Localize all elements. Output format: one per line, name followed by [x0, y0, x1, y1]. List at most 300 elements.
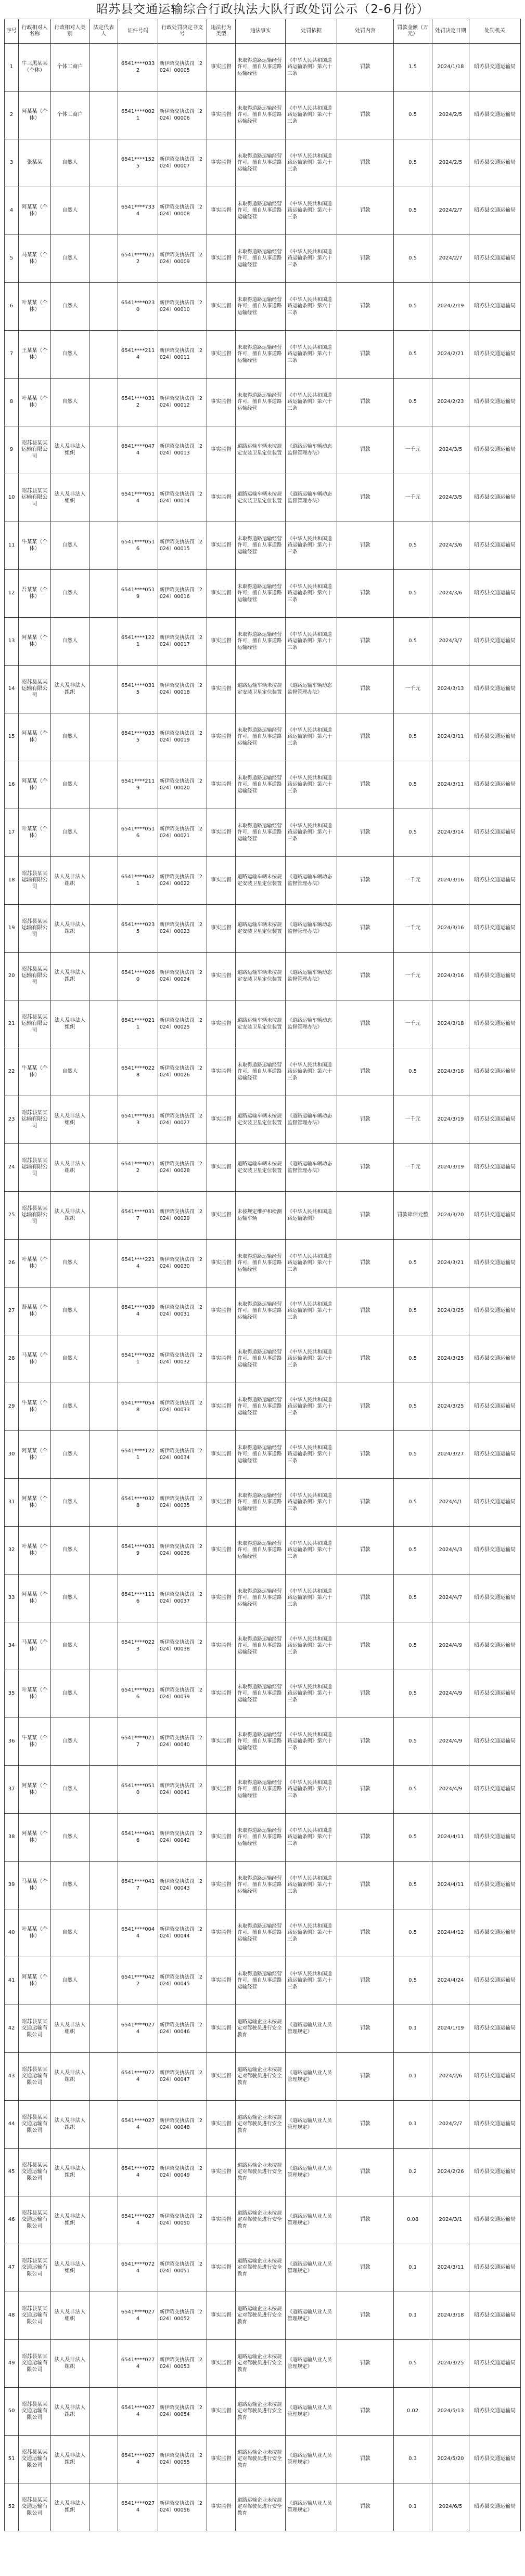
cell-basis: 《道路运输车辆动态监督管理办法》: [286, 474, 337, 522]
cell-date: 2024/4/12: [432, 1909, 469, 1957]
cell-authority: 昭苏县交通运输局: [469, 1096, 521, 1144]
cell-legal-rep: [89, 1431, 118, 1479]
cell-amount: 0.5: [393, 379, 432, 426]
cell-no: 31: [5, 1479, 19, 1527]
cell-basis: 《中华人民共和国道路运输条例》第六十三条: [286, 761, 337, 809]
cell-id-number: 6541****0021: [118, 92, 158, 139]
cell-violation-type: 事实监督: [207, 1670, 236, 1718]
cell-authority: 昭苏县交通运输局: [469, 92, 521, 139]
cell-authority: 昭苏县交通运输局: [469, 1383, 521, 1431]
cell-date: 2024/3/18: [432, 1000, 469, 1048]
cell-amount: 0.5: [393, 1479, 432, 1527]
cell-party-name: 昭苏县某某交通运输有限公司: [19, 2340, 51, 2388]
cell-legal-rep: [89, 809, 118, 857]
cell-legal-rep: [89, 2101, 118, 2149]
table-row: [5, 2292, 521, 2340]
cell-party-name: 昭苏县某某交通运输有限公司: [19, 2436, 51, 2483]
cell-content: 罚款: [337, 1431, 394, 1479]
cell-legal-rep: [89, 522, 118, 570]
cell-party-category: 自然人: [50, 283, 89, 331]
table-row: [5, 857, 521, 905]
cell-violation-fact: 未取得道路运输经营许可，擅自从事道路运输经营: [236, 570, 286, 618]
cell-id-number: 6541****1525: [118, 139, 158, 187]
cell-violation-fact: 未取得道路运输经营许可，擅自从事道路运输经营: [236, 761, 286, 809]
cell-basis: 《中华人民共和国道路运输条例》第六十三条: [286, 1431, 337, 1479]
cell-violation-type: 事实监督: [207, 857, 236, 905]
cell-id-number: 6541****0417: [118, 1862, 158, 1909]
cell-amount: 一千元: [393, 1096, 432, 1144]
cell-violation-type: 事实监督: [207, 905, 236, 953]
cell-amount: 0.5: [393, 761, 432, 809]
cell-amount: 0.5: [393, 1814, 432, 1862]
cell-violation-fact: 未取得道路运输经营许可，擅自从事道路运输经营: [236, 1048, 286, 1096]
table-row: [5, 1766, 521, 1814]
cell-basis: 《中华人民共和国道路运输条例》第六十三条: [286, 1909, 337, 1957]
cell-date: 2024/3/11: [432, 2244, 469, 2292]
cell-amount: 一千元: [393, 426, 432, 474]
cell-basis: 《中华人民共和国道路运输条例》第六十三条: [286, 1622, 337, 1670]
cell-party-name: 马某某（个体）: [19, 1335, 51, 1383]
cell-basis: 《中华人民共和国道路运输条例》第六十三条: [286, 570, 337, 618]
cell-violation-fact: 未取得道路运输经营许可，擅自从事道路运输经营: [236, 1287, 286, 1335]
cell-content: 罚款: [337, 905, 394, 953]
cell-violation-fact: 未取得道路运输经营许可，擅自从事道路运输经营: [236, 1240, 286, 1287]
cell-id-number: 6541****0312: [118, 379, 158, 426]
cell-violation-type: 事实监督: [207, 1909, 236, 1957]
cell-party-name: 王某某（个体）: [19, 331, 51, 379]
header-violation-type: 违法行为类型: [207, 19, 236, 44]
cell-amount: 0.5: [393, 1766, 432, 1814]
cell-id-number: 6541****0313: [118, 1096, 158, 1144]
cell-party-category: 法人及非法人组织: [50, 1192, 89, 1240]
cell-authority: 昭苏县交通运输局: [469, 139, 521, 187]
cell-amount: 0.5: [393, 1575, 432, 1622]
cell-legal-rep: [89, 1240, 118, 1287]
cell-party-category: 法人及非法人组织: [50, 905, 89, 953]
cell-date: 2024/3/18: [432, 1048, 469, 1096]
table-row: [5, 2436, 521, 2483]
cell-violation-type: 事实监督: [207, 1766, 236, 1814]
cell-party-name: 昭苏县某某运输有限公司: [19, 426, 51, 474]
cell-legal-rep: [89, 2340, 118, 2388]
cell-basis: 《中华人民共和国道路运输条例》第六十三条: [286, 1383, 337, 1431]
cell-date: 2024/3/25: [432, 1383, 469, 1431]
cell-decision-number: 新伊昭交执法罚〔2024〕00023: [158, 905, 207, 953]
cell-no: 2: [5, 92, 19, 139]
cell-violation-fact: 未取得道路运输经营许可，擅自从事道路运输经营: [236, 139, 286, 187]
cell-no: 34: [5, 1622, 19, 1670]
cell-basis: 《道路运输车辆动态监督管理办法》: [286, 1096, 337, 1144]
cell-authority: 昭苏县交通运输局: [469, 1048, 521, 1096]
cell-date: 2024/3/19: [432, 1144, 469, 1192]
cell-decision-number: 新伊昭交执法罚〔2024〕00042: [158, 1814, 207, 1862]
cell-decision-number: 新伊昭交执法罚〔2024〕00047: [158, 2053, 207, 2101]
cell-legal-rep: [89, 761, 118, 809]
cell-date: 2024/4/3: [432, 1527, 469, 1575]
cell-amount: 0.5: [393, 1862, 432, 1909]
cell-no: 45: [5, 2149, 19, 2196]
cell-basis: 《道路运输从业人员管理规定》: [286, 2436, 337, 2483]
table-row: [5, 283, 521, 331]
cell-party-name: 叶某某（个体）: [19, 809, 51, 857]
cell-violation-type: 事实监督: [207, 1431, 236, 1479]
cell-decision-number: 新伊昭交执法罚〔2024〕00016: [158, 570, 207, 618]
cell-no: 18: [5, 857, 19, 905]
cell-date: 2024/3/6: [432, 570, 469, 618]
table-row: [5, 2196, 521, 2244]
cell-decision-number: 新伊昭交执法罚〔2024〕00006: [158, 92, 207, 139]
cell-date: 2024/3/16: [432, 953, 469, 1000]
cell-content: 罚款: [337, 92, 394, 139]
cell-no: 36: [5, 1718, 19, 1766]
cell-date: 2024/2/7: [432, 2101, 469, 2149]
cell-date: 2024/4/9: [432, 1622, 469, 1670]
cell-party-name: 叶某某（个体）: [19, 1909, 51, 1957]
table-row: [5, 1575, 521, 1622]
cell-authority: 昭苏县交通运输局: [469, 1575, 521, 1622]
cell-violation-type: 事实监督: [207, 570, 236, 618]
cell-no: 26: [5, 1240, 19, 1287]
cell-date: 2024/3/19: [432, 1096, 469, 1144]
cell-party-category: 法人及非法人组织: [50, 1000, 89, 1048]
cell-party-name: 昭苏县某某交通运输有限公司: [19, 2244, 51, 2292]
cell-party-name: 昭苏县某某交通运输有限公司: [19, 2149, 51, 2196]
cell-party-category: 自然人: [50, 1718, 89, 1766]
cell-violation-fact: 未取得道路运输经营许可，擅自从事道路运输经营: [236, 331, 286, 379]
cell-violation-fact: 未取得道路运输经营许可，擅自从事道路运输经营: [236, 1957, 286, 2005]
cell-legal-rep: [89, 618, 118, 666]
cell-no: 47: [5, 2244, 19, 2292]
cell-content: 罚款: [337, 857, 394, 905]
cell-violation-fact: 未取得道路运输经营许可，擅自从事道路运输经营: [236, 809, 286, 857]
cell-authority: 昭苏县交通运输局: [469, 2196, 521, 2244]
cell-legal-rep: [89, 1718, 118, 1766]
cell-violation-fact: 未取得道路运输经营许可，擅自从事道路运输经营: [236, 1383, 286, 1431]
cell-content: 罚款: [337, 809, 394, 857]
cell-date: 2024/3/27: [432, 1431, 469, 1479]
table-row: [5, 666, 521, 713]
cell-authority: 昭苏县交通运输局: [469, 1000, 521, 1048]
cell-date: 2024/3/1: [432, 2196, 469, 2244]
cell-id-number: 6541****0394: [118, 1287, 158, 1335]
cell-id-number: 6541****0228: [118, 1048, 158, 1096]
cell-legal-rep: [89, 139, 118, 187]
cell-violation-fact: 未取得道路运输经营许可，擅自从事道路运输经营: [236, 618, 286, 666]
cell-violation-fact: 道路运输企业未按规定对驾驶员进行安全教育: [236, 2340, 286, 2388]
cell-legal-rep: [89, 2483, 118, 2531]
cell-legal-rep: [89, 2149, 118, 2196]
cell-decision-number: 新伊昭交执法罚〔2024〕00046: [158, 2005, 207, 2053]
cell-date: 2024/2/23: [432, 379, 469, 426]
cell-date: 2024/3/16: [432, 905, 469, 953]
cell-violation-fact: 道路运输企业未按规定对驾驶员进行安全教育: [236, 2101, 286, 2149]
table-row: [5, 1383, 521, 1431]
cell-party-category: 自然人: [50, 1479, 89, 1527]
cell-date: 2024/3/21: [432, 1240, 469, 1287]
table-row: [5, 1527, 521, 1575]
cell-party-category: 自然人: [50, 1527, 89, 1575]
cell-basis: 《中华人民共和国道路运输条例》第六十三条: [286, 1240, 337, 1287]
cell-no: 23: [5, 1096, 19, 1144]
cell-party-name: 昭苏县某某交通运输有限公司: [19, 2388, 51, 2436]
cell-id-number: 6541****0422: [118, 1957, 158, 2005]
cell-authority: 昭苏县交通运输局: [469, 2005, 521, 2053]
cell-decision-number: 新伊昭交执法罚〔2024〕00026: [158, 1048, 207, 1096]
cell-violation-type: 事实监督: [207, 761, 236, 809]
cell-violation-type: 事实监督: [207, 618, 236, 666]
cell-violation-type: 事实监督: [207, 1814, 236, 1862]
table-row: [5, 92, 521, 139]
cell-no: 28: [5, 1335, 19, 1383]
cell-legal-rep: [89, 1335, 118, 1383]
cell-no: 19: [5, 905, 19, 953]
cell-date: 2024/4/9: [432, 1670, 469, 1718]
cell-decision-number: 新伊昭交执法罚〔2024〕00055: [158, 2436, 207, 2483]
cell-decision-number: 新伊昭交执法罚〔2024〕00029: [158, 1192, 207, 1240]
cell-date: 2024/3/13: [432, 666, 469, 713]
table-row: [5, 2388, 521, 2436]
cell-legal-rep: [89, 1957, 118, 2005]
table-row: [5, 235, 521, 283]
cell-decision-number: 新伊昭交执法罚〔2024〕00014: [158, 474, 207, 522]
cell-basis: 《道路运输从业人员管理规定》: [286, 2053, 337, 2101]
cell-violation-type: 事实监督: [207, 1048, 236, 1096]
cell-violation-fact: 道路运输企业未按规定对驾驶员进行安全教育: [236, 2149, 286, 2196]
cell-party-category: 法人及非法人组织: [50, 2436, 89, 2483]
cell-decision-number: 新伊昭交执法罚〔2024〕00025: [158, 1000, 207, 1048]
cell-party-name: 阿某某（个体）: [19, 618, 51, 666]
cell-authority: 昭苏县交通运输局: [469, 1814, 521, 1862]
cell-decision-number: 新伊昭交执法罚〔2024〕00045: [158, 1957, 207, 2005]
header-party-name: 行政相对人名称: [19, 19, 51, 44]
header-content: 处罚内容: [337, 19, 394, 44]
cell-legal-rep: [89, 1670, 118, 1718]
cell-violation-type: 事实监督: [207, 1575, 236, 1622]
cell-violation-type: 事实监督: [207, 2483, 236, 2531]
cell-amount: 一千元: [393, 474, 432, 522]
cell-decision-number: 新伊昭交执法罚〔2024〕00036: [158, 1527, 207, 1575]
cell-amount: 0.5: [393, 1527, 432, 1575]
cell-party-category: 法人及非法人组织: [50, 2005, 89, 2053]
cell-id-number: 6541****0212: [118, 235, 158, 283]
cell-date: 2024/4/24: [432, 1957, 469, 2005]
cell-violation-type: 事实监督: [207, 2292, 236, 2340]
cell-legal-rep: [89, 570, 118, 618]
cell-id-number: 6541****0474: [118, 426, 158, 474]
cell-date: 2024/4/1: [432, 1479, 469, 1527]
cell-decision-number: 新伊昭交执法罚〔2024〕00027: [158, 1096, 207, 1144]
cell-content: 罚款: [337, 1096, 394, 1144]
table-row: [5, 2244, 521, 2292]
cell-date: 2024/3/16: [432, 857, 469, 905]
cell-authority: 昭苏县交通运输局: [469, 666, 521, 713]
cell-basis: 《中华人民共和国道路运输条例》: [286, 1192, 337, 1240]
cell-id-number: 6541****7334: [118, 187, 158, 235]
cell-decision-number: 新伊昭交执法罚〔2024〕00019: [158, 713, 207, 761]
cell-content: 罚款: [337, 2196, 394, 2244]
cell-content: 罚款: [337, 283, 394, 331]
cell-amount: 一千元: [393, 1000, 432, 1048]
cell-id-number: 6541****0315: [118, 666, 158, 713]
cell-content: 罚款: [337, 2436, 394, 2483]
header-no: 序号: [5, 19, 19, 44]
cell-no: 12: [5, 570, 19, 618]
cell-decision-number: 新伊昭交执法罚〔2024〕00034: [158, 1431, 207, 1479]
cell-party-name: 吾某某（个体）: [19, 1287, 51, 1335]
cell-content: 罚款: [337, 1479, 394, 1527]
cell-content: 罚款: [337, 1862, 394, 1909]
cell-decision-number: 新伊昭交执法罚〔2024〕00048: [158, 2101, 207, 2149]
cell-amount: 0.5: [393, 1431, 432, 1479]
cell-amount: 0.5: [393, 2340, 432, 2388]
cell-content: 罚款: [337, 139, 394, 187]
table-row: [5, 2149, 521, 2196]
cell-violation-type: 事实监督: [207, 2244, 236, 2292]
cell-no: 41: [5, 1957, 19, 2005]
cell-violation-fact: 道路运输车辆未按规定安装卫星定位装置: [236, 1144, 286, 1192]
cell-party-category: 自然人: [50, 1335, 89, 1383]
cell-party-name: 阿某某（个体）: [19, 187, 51, 235]
cell-id-number: 6541****0260: [118, 953, 158, 1000]
cell-content: 罚款: [337, 1718, 394, 1766]
cell-authority: 昭苏县交通运输局: [469, 1957, 521, 2005]
cell-basis: 《中华人民共和国道路运输条例》第六十三条: [286, 1766, 337, 1814]
cell-id-number: 6541****0217: [118, 1718, 158, 1766]
cell-party-category: 自然人: [50, 139, 89, 187]
cell-party-name: 昭苏县某某交通运输有限公司: [19, 2005, 51, 2053]
cell-decision-number: 新伊昭交执法罚〔2024〕00008: [158, 187, 207, 235]
cell-date: 2024/4/11: [432, 1862, 469, 1909]
cell-legal-rep: [89, 2388, 118, 2436]
cell-decision-number: 新伊昭交执法罚〔2024〕00028: [158, 1144, 207, 1192]
cell-date: 2024/2/26: [432, 2149, 469, 2196]
cell-amount: 0.5: [393, 570, 432, 618]
cell-content: 罚款: [337, 2053, 394, 2101]
cell-violation-type: 事实监督: [207, 44, 236, 92]
cell-decision-number: 新伊昭交执法罚〔2024〕00038: [158, 1622, 207, 1670]
cell-id-number: 6541****0211: [118, 1000, 158, 1048]
cell-decision-number: 新伊昭交执法罚〔2024〕00044: [158, 1909, 207, 1957]
cell-violation-type: 事实监督: [207, 2436, 236, 2483]
cell-basis: 《道路运输从业人员管理规定》: [286, 2292, 337, 2340]
cell-content: 罚款: [337, 2149, 394, 2196]
cell-legal-rep: [89, 2053, 118, 2101]
cell-decision-number: 新伊昭交执法罚〔2024〕00037: [158, 1575, 207, 1622]
cell-party-name: 牛某某（个体）: [19, 522, 51, 570]
table-row: [5, 426, 521, 474]
cell-id-number: 6541****0317: [118, 1192, 158, 1240]
cell-amount: 0.5: [393, 92, 432, 139]
cell-date: 2024/1/19: [432, 2005, 469, 2053]
cell-id-number: 6541****0724: [118, 2149, 158, 2196]
cell-id-number: 6541****0274: [118, 2101, 158, 2149]
cell-date: 2024/2/5: [432, 92, 469, 139]
cell-id-number: 6541****0516: [118, 809, 158, 857]
cell-no: 52: [5, 2483, 19, 2531]
cell-violation-fact: 未取得道路运输经营许可，擅自从事道路运输经营: [236, 1527, 286, 1575]
cell-content: 罚款: [337, 1814, 394, 1862]
cell-violation-fact: 道路运输企业未按规定对驾驶员进行安全教育: [236, 2483, 286, 2531]
cell-authority: 昭苏县交通运输局: [469, 1335, 521, 1383]
cell-content: 罚款: [337, 1575, 394, 1622]
cell-id-number: 6541****0416: [118, 1814, 158, 1862]
cell-authority: 昭苏县交通运输局: [469, 1479, 521, 1527]
cell-decision-number: 新伊昭交执法罚〔2024〕00010: [158, 283, 207, 331]
table-row: [5, 1622, 521, 1670]
cell-basis: 《道路运输车辆动态监督管理办法》: [286, 905, 337, 953]
cell-basis: 《道路运输车辆动态监督管理办法》: [286, 857, 337, 905]
cell-no: 11: [5, 522, 19, 570]
cell-party-name: 牛某某（个体）: [19, 1718, 51, 1766]
table-row: [5, 474, 521, 522]
cell-basis: 《中华人民共和国道路运输条例》第六十三条: [286, 618, 337, 666]
cell-party-name: 昭苏县某某交通运输有限公司: [19, 2196, 51, 2244]
cell-legal-rep: [89, 1048, 118, 1096]
header-basis: 处罚依据: [286, 19, 337, 44]
cell-content: 罚款: [337, 1144, 394, 1192]
cell-content: 罚款: [337, 1766, 394, 1814]
cell-amount: 0.5: [393, 1622, 432, 1670]
cell-violation-type: 事实监督: [207, 2005, 236, 2053]
cell-party-name: 昭苏县某某交通运输有限公司: [19, 2483, 51, 2531]
cell-party-category: 自然人: [50, 1287, 89, 1335]
cell-date: 2024/5/20: [432, 2436, 469, 2483]
cell-violation-fact: 未按规定维护和检测运输车辆: [236, 1192, 286, 1240]
cell-party-category: 法人及非法人组织: [50, 2053, 89, 2101]
cell-party-name: 昭苏县某某运输有限公司: [19, 1096, 51, 1144]
cell-legal-rep: [89, 713, 118, 761]
table-header-row: [5, 19, 521, 44]
cell-legal-rep: [89, 1527, 118, 1575]
cell-violation-fact: 道路运输车辆未按规定安装卫星定位装置: [236, 905, 286, 953]
cell-id-number: 6541****0328: [118, 1479, 158, 1527]
cell-amount: 一千元: [393, 1144, 432, 1192]
cell-no: 4: [5, 187, 19, 235]
cell-violation-fact: 道路运输车辆未按规定安装卫星定位装置: [236, 857, 286, 905]
table-row: [5, 2005, 521, 2053]
cell-legal-rep: [89, 235, 118, 283]
cell-amount: 0.02: [393, 2388, 432, 2436]
cell-authority: 昭苏县交通运输局: [469, 1527, 521, 1575]
cell-decision-number: 新伊昭交执法罚〔2024〕00032: [158, 1335, 207, 1383]
cell-party-name: 阿某某（个体）: [19, 1957, 51, 2005]
cell-id-number: 6541****2214: [118, 1240, 158, 1287]
cell-basis: 《道路运输车辆动态监督管理办法》: [286, 426, 337, 474]
cell-party-name: 阿某某（个体）: [19, 761, 51, 809]
cell-basis: 《中华人民共和国道路运输条例》第六十三条: [286, 1479, 337, 1527]
cell-no: 32: [5, 1527, 19, 1575]
cell-decision-number: 新伊昭交执法罚〔2024〕00051: [158, 2244, 207, 2292]
cell-date: 2024/2/19: [432, 283, 469, 331]
cell-no: 16: [5, 761, 19, 809]
cell-party-name: 马某某（个体）: [19, 1862, 51, 1909]
cell-party-category: 法人及非法人组织: [50, 666, 89, 713]
cell-content: 罚款: [337, 1000, 394, 1048]
cell-no: 5: [5, 235, 19, 283]
cell-legal-rep: [89, 1575, 118, 1622]
cell-authority: 昭苏县交通运输局: [469, 2244, 521, 2292]
cell-amount: 0.5: [393, 1287, 432, 1335]
cell-decision-number: 新伊昭交执法罚〔2024〕00033: [158, 1383, 207, 1431]
cell-party-category: 自然人: [50, 1431, 89, 1479]
table-row: [5, 522, 521, 570]
cell-violation-fact: 未取得道路运输经营许可，擅自从事道路运输经营: [236, 1479, 286, 1527]
cell-amount: 0.5: [393, 235, 432, 283]
cell-date: 2024/6/5: [432, 2483, 469, 2531]
cell-party-name: 牛某某（个体）: [19, 1383, 51, 1431]
cell-content: 罚款: [337, 1957, 394, 2005]
cell-party-category: 自然人: [50, 713, 89, 761]
